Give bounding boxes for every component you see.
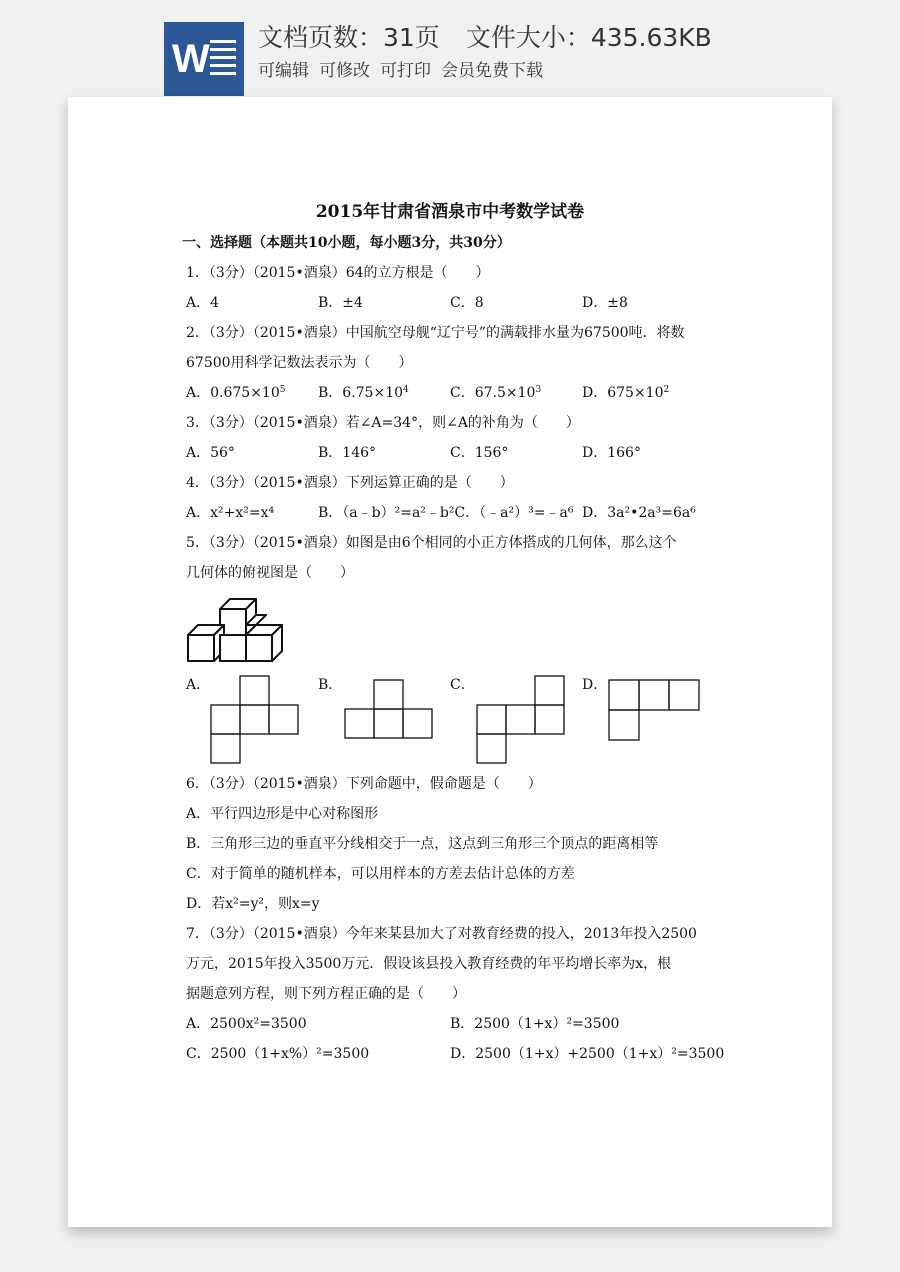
q7-stem-line3: 据题意列方程，则下列方程正确的是（ ） <box>186 986 466 1002</box>
cube-stack-figure <box>184 591 284 663</box>
q5-option-b-figure <box>344 679 434 741</box>
q3-option-c: C．156° <box>450 445 509 461</box>
feature-editable: 可编辑 <box>258 61 309 81</box>
feature-list <box>258 56 553 81</box>
q4-option-d: D．3a²•2a³=6a⁶ <box>582 505 696 521</box>
feature-member-download: 会员免费下载 <box>441 61 543 81</box>
file-info <box>258 18 712 54</box>
q5-option-d-figure <box>608 679 700 741</box>
q4-option-a: A．x²+x²=x⁴ <box>186 505 275 521</box>
q1-option-d: D．±8 <box>582 295 628 311</box>
q7-option-b: B．2500（1+x）²=3500 <box>450 1016 620 1032</box>
q3-option-d: D．166° <box>582 445 641 461</box>
q1-option-c: C．8 <box>450 295 484 311</box>
q4-option-bc: B．（a﹣b）²=a²﹣b²C．（﹣a²）³=﹣a⁶ <box>318 505 574 521</box>
document-page <box>68 97 832 1227</box>
q6-option-b: B．三角形三边的垂直平分线相交于一点，这点到三角形三个顶点的距离相等 <box>186 836 659 852</box>
q2-option-d: D．$675\times 10^2$ <box>582 385 670 401</box>
feature-modifiable: 可修改 <box>319 61 370 81</box>
q5-stem-line1: 5．（3分）（2015•酒泉）如图是由6个相同的小正方体搭成的几何体，那么这个 <box>186 535 677 551</box>
q5-option-b-label: B． <box>318 677 343 693</box>
q7-stem-line2: 万元，2015年投入3500万元．假设该县投入教育经费的年平均增长率为x，根 <box>186 956 672 972</box>
q5-option-d-label: D． <box>582 677 608 693</box>
q2-option-b: B．$6.75\times 10^4$ <box>318 385 409 401</box>
q6-option-c: C．对于简单的随机样本，可以用样本的方差去估计总体的方差 <box>186 866 575 882</box>
q7-option-c: C．2500（1+x%）²=3500 <box>186 1046 370 1062</box>
q7-option-a: A．2500x²=3500 <box>186 1016 307 1032</box>
q2-option-c: C．$67.5\times 10^3$ <box>450 385 542 401</box>
q7-stem-line1: 7．（3分）（2015•酒泉）今年来某县加大了对教育经费的投入，2013年投入2500 <box>186 926 697 942</box>
doc-title: 2015年甘肃省酒泉市中考数学试卷 <box>315 202 585 222</box>
word-logo-letter: W <box>172 37 210 81</box>
q1-stem: 1．（3分）（2015•酒泉）64的立方根是（ ） <box>186 265 490 281</box>
q2-option-a: A．$0.675\times 10^5$ <box>186 385 286 401</box>
q3-option-a: A．56° <box>186 445 235 461</box>
page-count: 文档页数：31页 <box>258 23 440 52</box>
file-size: 文件大小：435.63KB <box>465 23 712 52</box>
q5-option-a-figure <box>210 675 300 765</box>
word-file-icon <box>164 22 244 96</box>
q5-option-a-label: A． <box>186 677 211 693</box>
feature-printable: 可打印 <box>380 61 431 81</box>
q4-stem: 4．（3分）（2015•酒泉）下列运算正确的是（ ） <box>186 475 514 491</box>
section-heading: 一、选择题（本题共10小题，每小题3分，共30分） <box>182 235 511 251</box>
q7-option-d: D．2500（1+x）+2500（1+x）²=3500 <box>450 1046 725 1062</box>
q1-option-a: A．4 <box>186 295 220 311</box>
q3-stem: 3．（3分）（2015•酒泉）若∠A=34°，则∠A的补角为（ ） <box>186 415 580 431</box>
q1-option-b: B．±4 <box>318 295 363 311</box>
q6-option-d: D．若x²=y²，则x=y <box>186 896 320 912</box>
q3-option-b: B．146° <box>318 445 377 461</box>
q2-stem-line1: 2．（3分）（2015•酒泉）中国航空母舰“辽宁号”的满载排水量为67500吨．将数 <box>186 325 685 341</box>
q6-option-a: A．平行四边形是中心对称图形 <box>186 806 379 822</box>
q5-stem-line2: 几何体的俯视图是（ ） <box>186 565 354 581</box>
q6-stem: 6．（3分）（2015•酒泉）下列命题中，假命题是（ ） <box>186 776 542 792</box>
q5-option-c-label: C． <box>450 677 475 693</box>
q5-option-c-figure <box>476 675 566 765</box>
q2-stem-line2: 67500用科学记数法表示为（ ） <box>186 355 413 371</box>
